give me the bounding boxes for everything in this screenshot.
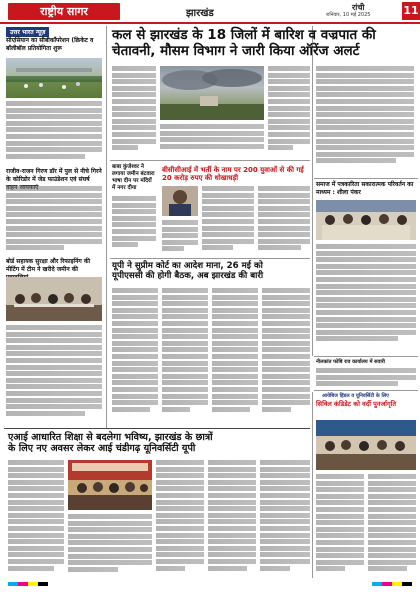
lead-headline-line2: चेतावनी, मौसम विभाग ने जारी किया ऑरेंज अलर्ट — [112, 42, 360, 59]
bottom-lead-headline-line2: के लिए नए अवसर लेकर आई चंडीगढ़ यूनिवर्सिटी यूपी — [8, 443, 196, 455]
story-body — [162, 220, 198, 256]
upsc-headline-line2: यूपीएससी की होगी बैठक, अब झारखंड की बारी — [112, 270, 264, 281]
masthead — [0, 0, 420, 22]
portrait-photo — [162, 186, 198, 216]
rain-clouds-photo — [160, 66, 264, 120]
story-body — [6, 325, 102, 425]
story-body — [262, 288, 310, 423]
masthead-rule — [0, 22, 420, 24]
upsc-headline — [112, 262, 310, 282]
bottom-lead-headline — [8, 432, 310, 454]
column-divider — [106, 26, 107, 428]
event-photo — [316, 420, 416, 470]
section-divider — [314, 390, 418, 391]
story-body — [6, 101, 102, 165]
story-body — [202, 186, 254, 256]
story-body — [6, 186, 102, 256]
section-title: झारखंड — [186, 8, 214, 19]
bottom-lead-headline-line1: एआई आधारित शिक्षा से बदलेगा भविष्य, झारखंड के छात्रों — [8, 432, 213, 443]
story-headline: नीलकांत फोबि राव कार्यालय में सवारी — [316, 359, 385, 365]
story-body — [316, 244, 416, 354]
story-body — [208, 460, 256, 578]
story-headline: राजीव-राजन गिरण डॉर में पुल से नीचे गिरने के कोरिडोर में जेड फाउंडेशन एवं संघर्ष — [6, 168, 102, 183]
story-body — [368, 474, 416, 578]
story-body — [68, 514, 152, 578]
cricket-field-photo — [6, 58, 102, 98]
section-divider — [4, 428, 310, 429]
story-body — [162, 288, 208, 423]
meeting-photo — [6, 277, 102, 321]
section-divider — [314, 356, 418, 357]
story-body — [260, 460, 310, 578]
section-divider — [110, 258, 310, 259]
bottom-right-headline: सिविल कंडिडेट को वर्दी पुनर्जागृति — [316, 400, 397, 408]
story-body — [316, 368, 416, 388]
story-body — [212, 288, 258, 423]
story-body — [258, 186, 310, 256]
story-body — [160, 124, 264, 156]
story-body — [112, 288, 158, 423]
lead-headline-line1: कल से झारखंड के 18 जिलों में बारिश व वज्रपात की — [112, 27, 376, 43]
section-divider — [110, 160, 310, 161]
award-ceremony-photo — [316, 200, 416, 240]
print-color-bar — [8, 582, 48, 586]
edition-date: शनिवार, 10 मई 2025 — [326, 12, 371, 18]
feature-headline: समाज में पत्रकारिता सकारात्मक परिवर्तन का माध्यम : शीला पंकर — [316, 181, 414, 196]
section-tag: आयेबिज हिंडल व यूनिवर्सिटी के लिए — [318, 392, 393, 400]
section-tag: उत्तर भारत न्यूज़ — [6, 27, 49, 37]
story-headline: सीएसियान का सीबीकाँपरेशन (क्रिकेट व बॉलीबॉल प्रतियोगिता शुरू — [6, 37, 94, 52]
newspaper-logo: राष्ट्रीय सागर — [8, 3, 120, 20]
story-body — [316, 66, 414, 176]
university-press-photo — [68, 460, 152, 510]
story-headline: बोर्ड सहायक सुरक्षा और रिफाइनिंग की मीटिंग में टीम ने खरीदे जमीन की — [6, 258, 91, 273]
upsc-headline-line1: यूपी ने सुप्रीम कोर्ट का आदेश माना, 26 मई को — [112, 261, 263, 271]
print-color-bar — [372, 582, 412, 586]
story-body — [112, 196, 156, 256]
story-body — [268, 66, 310, 156]
column-divider — [312, 392, 313, 578]
lead-headline — [112, 28, 416, 59]
story-headline: बाबा कुंजेश्वर ने लगाया जमीन बंटवारा भाषा दीन पर मंदिरों में नगर दीया — [112, 164, 155, 191]
bcci-headline: बीसीसीआई में भर्ती के नाम पर 200 युवाओं से की गई 20 करोड़ रुपए की धोखाधड़ी — [162, 166, 304, 183]
story-body — [8, 460, 64, 578]
edition-city: रांची — [352, 3, 365, 12]
page-number: 11 — [402, 2, 420, 20]
story-body — [156, 460, 204, 578]
story-body — [316, 474, 364, 578]
section-divider — [314, 178, 418, 179]
column-divider — [312, 26, 313, 356]
story-body — [112, 66, 156, 156]
